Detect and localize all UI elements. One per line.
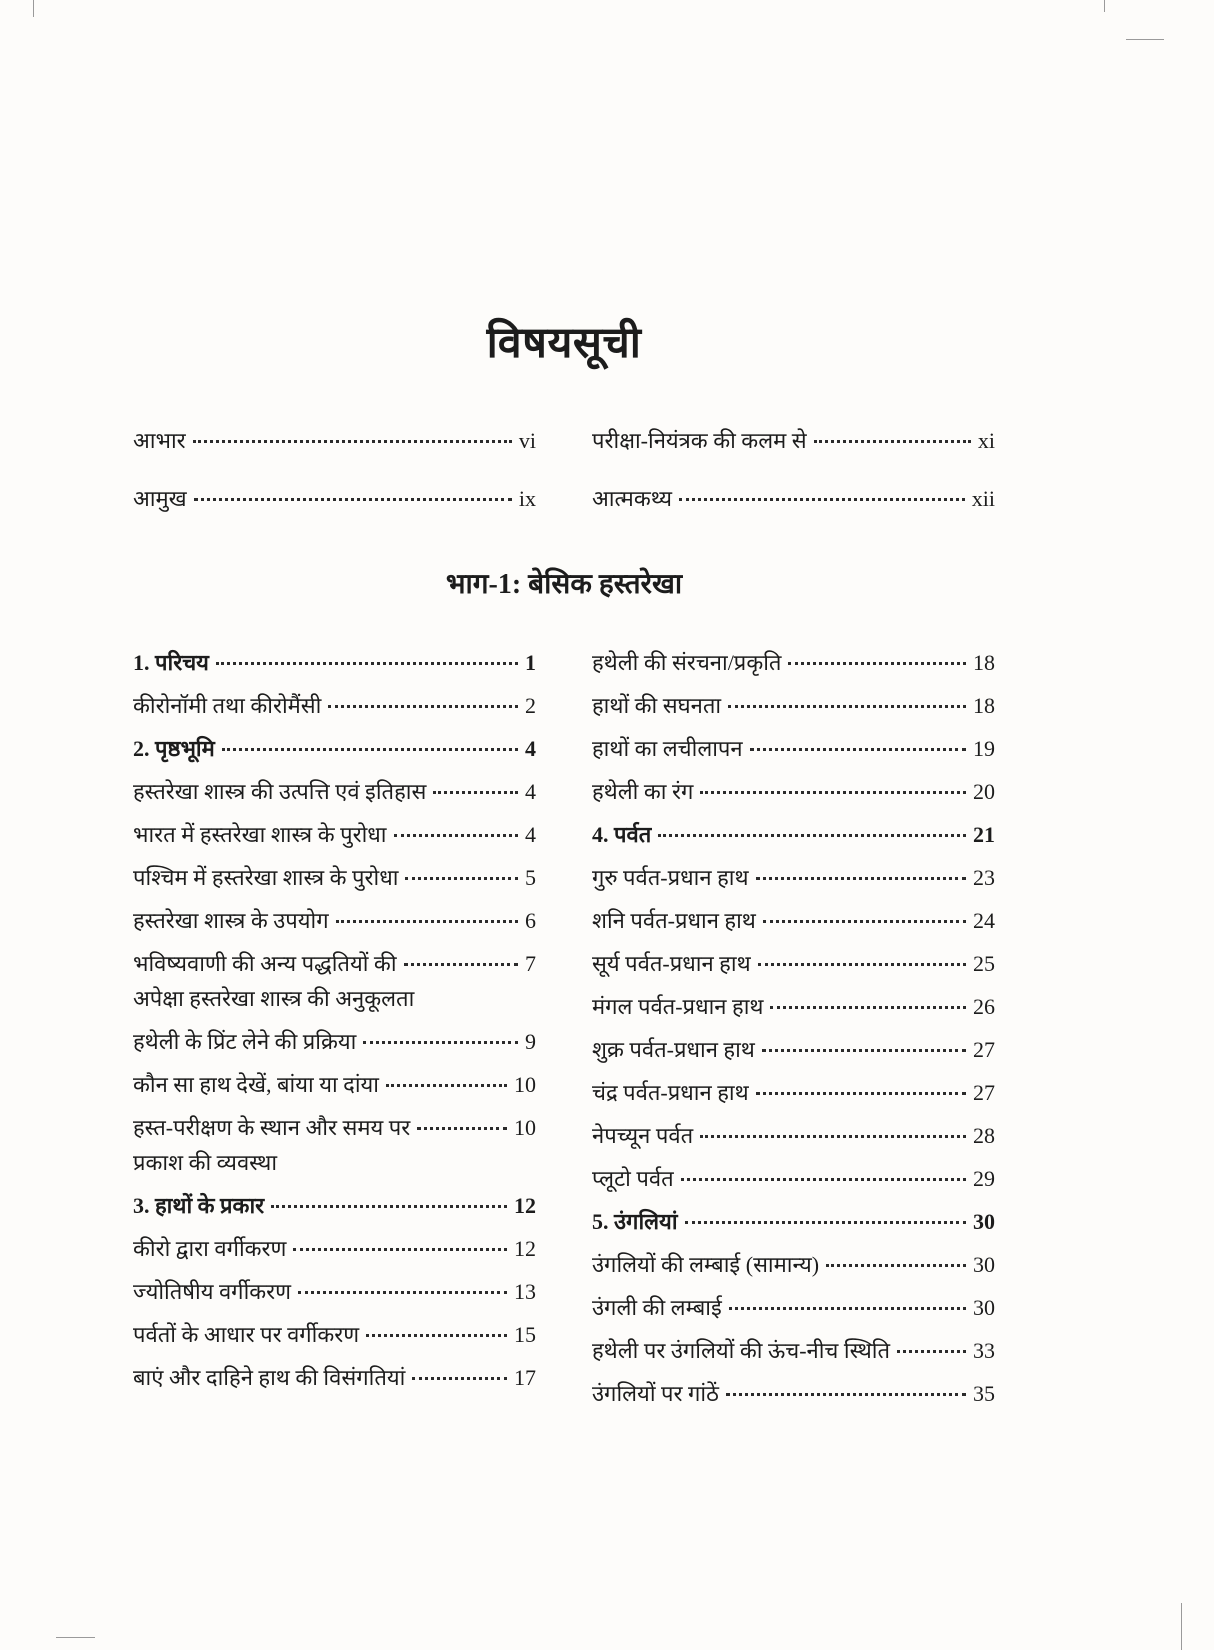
toc-row [592, 949, 995, 978]
leader-dots [729, 1307, 966, 1310]
toc-entry [592, 1078, 995, 1107]
toc-entry-label: हस्त-परीक्षण के स्थान और समय पर [133, 1114, 411, 1140]
leader-dots [756, 1092, 966, 1095]
toc-row [133, 648, 536, 677]
toc-row [133, 1234, 536, 1263]
toc-row [133, 820, 536, 849]
leader-dots [726, 1393, 966, 1396]
toc-entry [133, 1027, 536, 1056]
toc-entry-page: 12 [514, 1192, 536, 1218]
toc-entry [592, 906, 995, 935]
toc-entry-label: मंगल पर्वत-प्रधान हाथ [592, 993, 764, 1019]
toc-row [133, 1191, 536, 1220]
toc-entry-page: 2 [525, 692, 536, 718]
leader-dots [433, 791, 518, 794]
crop-mark [1181, 1603, 1182, 1650]
toc-entry-label: हथेली की संरचना/प्रकृति [592, 649, 782, 675]
toc-entry [133, 1277, 536, 1306]
leader-dots [770, 1006, 966, 1009]
toc-row [133, 1070, 536, 1099]
toc-row [592, 1121, 995, 1150]
leader-dots [363, 1041, 518, 1044]
toc-entry-page: 30 [973, 1294, 995, 1320]
toc-entry-page: 12 [514, 1235, 536, 1261]
toc-row [133, 1320, 536, 1349]
toc-entry-page: 4 [525, 778, 536, 804]
leader-dots [298, 1291, 507, 1294]
toc-row [592, 1207, 995, 1236]
toc-entry-page: 13 [514, 1278, 536, 1304]
toc-entry-label: 4. पर्वत [592, 821, 652, 847]
toc-left-column [133, 648, 536, 1422]
leader-dots [366, 1334, 507, 1337]
toc-entry-page: xii [971, 485, 995, 511]
leader-dots [750, 748, 966, 751]
page-title: विषयसूची [486, 320, 642, 367]
toc-entry-label: सूर्य पर्वत-प्रधान हाथ [592, 950, 751, 976]
toc-entry-page: 30 [973, 1208, 995, 1234]
toc-entry-continuation: अपेक्षा हस्तरेखा शास्त्र की अनुकूलता [133, 985, 415, 1011]
toc-entry-page: 26 [973, 993, 995, 1019]
toc-entry-label: आत्मकथ्य [592, 485, 672, 511]
toc-entry-page: 29 [973, 1165, 995, 1191]
leader-dots [762, 1049, 966, 1052]
leader-dots [758, 963, 966, 966]
toc-entry [133, 691, 536, 720]
toc-row [133, 1363, 536, 1392]
leader-dots [658, 834, 966, 837]
toc-entry-page: vi [518, 427, 536, 453]
leader-dots [700, 791, 966, 794]
toc-entry-label: 3. हाथों के प्रकार [133, 1192, 265, 1218]
toc-entry-label: बाएं और दाहिने हाथ की विसंगतियां [133, 1364, 406, 1390]
toc-entry-label: 5. उंगलियां [592, 1208, 678, 1234]
toc-entry [592, 426, 995, 455]
toc-row [592, 1293, 995, 1322]
toc-entry [133, 906, 536, 935]
toc-entry-label: भारत में हस्तरेखा शास्त्र के पुरोधा [133, 821, 387, 847]
toc-entry-page: 21 [973, 821, 995, 847]
toc-entry [133, 820, 536, 849]
leader-dots [193, 440, 512, 443]
leader-dots [681, 1178, 966, 1181]
toc-entry-label: उंगलियों पर गांठें [592, 1380, 719, 1406]
toc-row [592, 1078, 995, 1107]
toc-entry [592, 1121, 995, 1150]
leader-dots [216, 662, 518, 665]
toc-entry-label: 2. पृष्ठभूमि [133, 735, 215, 761]
toc-entry [133, 863, 536, 892]
toc-row [133, 777, 536, 806]
toc-entry [133, 734, 536, 763]
toc-row [133, 1027, 536, 1056]
toc-entry [133, 1070, 536, 1099]
toc-entry-label: आमुख [133, 485, 187, 511]
toc-columns [133, 648, 995, 1422]
toc-entry [133, 1113, 536, 1177]
toc-entry-page: 24 [973, 907, 995, 933]
crop-mark [33, 0, 34, 17]
toc-entry-page: 9 [525, 1028, 536, 1054]
toc-row [133, 906, 536, 935]
toc-entry-continuation: प्रकाश की व्यवस्था [133, 1149, 278, 1175]
toc-entry [592, 734, 995, 763]
toc-row [133, 1113, 536, 1142]
toc-entry [592, 1379, 995, 1408]
toc-entry-page: 28 [973, 1122, 995, 1148]
toc-row [592, 1379, 995, 1408]
toc-row [133, 734, 536, 763]
toc-page [133, 318, 995, 1422]
toc-entry-label: शनि पर्वत-प्रधान हाथ [592, 907, 756, 933]
toc-entry-page: 15 [514, 1321, 536, 1347]
toc-entry [592, 1035, 995, 1064]
toc-row [592, 863, 995, 892]
toc-row [133, 484, 536, 513]
toc-entry-page: 1 [525, 649, 536, 675]
toc-entry [592, 648, 995, 677]
toc-entry-page: 33 [973, 1337, 995, 1363]
toc-entry [592, 992, 995, 1021]
toc-entry-page: 30 [973, 1251, 995, 1277]
leader-dots [679, 498, 965, 501]
toc-row [592, 648, 995, 677]
toc-entry-label: कीरोनॉमी तथा कीरोमैंसी [133, 692, 322, 718]
toc-entry-page: 7 [525, 950, 536, 976]
toc-row [592, 820, 995, 849]
toc-entry-label: पश्चिम में हस्तरेखा शास्त्र के पुरोधा [133, 864, 399, 890]
toc-entry-label: आभार [133, 427, 186, 453]
front-matter-left-column [133, 426, 536, 542]
toc-entry [133, 426, 536, 455]
toc-entry-page: 18 [973, 692, 995, 718]
toc-entry-label: हथेली पर उंगलियों की ऊंच-नीच स्थिति [592, 1337, 891, 1363]
toc-entry-label: हाथों की सघनता [592, 692, 722, 718]
leader-dots [386, 1084, 507, 1087]
toc-row [133, 863, 536, 892]
toc-entry-page: xi [977, 427, 995, 453]
toc-entry-page: 6 [525, 907, 536, 933]
leader-dots [336, 920, 518, 923]
toc-entry-label: हस्तरेखा शास्त्र की उत्पत्ति एवं इतिहास [133, 778, 427, 804]
toc-row [592, 734, 995, 763]
toc-entry [133, 484, 536, 513]
toc-row [592, 426, 995, 455]
toc-entry-label: 1. परिचय [133, 649, 209, 675]
toc-entry-page: 4 [525, 735, 536, 761]
toc-entry-page: 23 [973, 864, 995, 890]
crop-mark [1126, 39, 1164, 40]
toc-entry-label: प्लूटो पर्वत [592, 1165, 674, 1191]
toc-entry-page: 10 [514, 1071, 536, 1097]
leader-dots [763, 920, 966, 923]
toc-row [592, 1035, 995, 1064]
crop-mark [56, 1637, 95, 1638]
toc-entry [592, 1336, 995, 1365]
toc-entry-label: भविष्यवाणी की अन्य पद्धतियों की [133, 950, 397, 976]
toc-entry [133, 1363, 536, 1392]
toc-entry [592, 777, 995, 806]
toc-entry-label: हस्तरेखा शास्त्र के उपयोग [133, 907, 329, 933]
leader-dots [788, 662, 966, 665]
toc-entry-label: कौन सा हाथ देखें, बांया या दांया [133, 1071, 380, 1097]
toc-entry-page: 27 [973, 1079, 995, 1105]
leader-dots [756, 877, 966, 880]
toc-entry-label: शुक्र पर्वत-प्रधान हाथ [592, 1036, 755, 1062]
toc-entry [592, 863, 995, 892]
toc-entry-label: हथेली के प्रिंट लेने की प्रक्रिया [133, 1028, 357, 1054]
part-heading: भाग-1: बेसिक हस्तरेखा [445, 568, 683, 600]
toc-entry [592, 691, 995, 720]
toc-entry [592, 1164, 995, 1193]
toc-entry-label: उंगलियों की लम्बाई (सामान्य) [592, 1251, 820, 1277]
toc-entry-page: 20 [973, 778, 995, 804]
leader-dots [897, 1350, 966, 1353]
toc-row [133, 691, 536, 720]
leader-dots [194, 498, 512, 501]
leader-dots [328, 705, 518, 708]
toc-entry [592, 1250, 995, 1279]
toc-row [592, 484, 995, 513]
toc-row [133, 1277, 536, 1306]
toc-entry [133, 949, 536, 1013]
toc-row [133, 426, 536, 455]
toc-entry-page: 27 [973, 1036, 995, 1062]
toc-right-column [592, 648, 995, 1422]
leader-dots [417, 1127, 507, 1130]
toc-row [592, 777, 995, 806]
toc-entry-label: हाथों का लचीलापन [592, 735, 743, 761]
toc-entry-page: 18 [973, 649, 995, 675]
toc-entry [133, 1234, 536, 1263]
leader-dots [405, 877, 518, 880]
leader-dots [404, 963, 518, 966]
toc-entry-page: 19 [973, 735, 995, 761]
toc-entry-page: 5 [525, 864, 536, 890]
toc-entry [133, 1320, 536, 1349]
toc-entry-page: 17 [514, 1364, 536, 1390]
toc-entry [592, 484, 995, 513]
leader-dots [728, 705, 966, 708]
toc-row [133, 949, 536, 978]
toc-entry [592, 1293, 995, 1322]
toc-row [592, 691, 995, 720]
leader-dots [412, 1377, 507, 1380]
leader-dots [293, 1248, 507, 1251]
front-matter-right-column [592, 426, 995, 542]
toc-entry-label: हथेली का रंग [592, 778, 694, 804]
leader-dots [826, 1264, 966, 1267]
toc-entry-page: 25 [973, 950, 995, 976]
toc-entry-label: चंद्र पर्वत-प्रधान हाथ [592, 1079, 749, 1105]
front-matter [133, 426, 995, 542]
toc-entry-page: 35 [973, 1380, 995, 1406]
toc-entry [133, 777, 536, 806]
leader-dots [685, 1221, 966, 1224]
toc-row [592, 1164, 995, 1193]
toc-entry-page: 10 [514, 1114, 536, 1140]
leader-dots [700, 1135, 966, 1138]
toc-entry-label: परीक्षा-नियंत्रक की कलम से [592, 427, 807, 453]
toc-entry-label: उंगली की लम्बाई [592, 1294, 722, 1320]
toc-entry [133, 648, 536, 677]
toc-entry-page: ix [518, 485, 536, 511]
crop-mark [1104, 0, 1105, 12]
toc-entry [592, 820, 995, 849]
leader-dots [814, 440, 971, 443]
toc-row [592, 1336, 995, 1365]
toc-entry [592, 1207, 995, 1236]
leader-dots [271, 1205, 507, 1208]
toc-entry [592, 949, 995, 978]
toc-entry-page: 4 [525, 821, 536, 847]
toc-entry-label: कीरो द्वारा वर्गीकरण [133, 1235, 287, 1261]
toc-entry-label: पर्वतों के आधार पर वर्गीकरण [133, 1321, 360, 1347]
toc-entry [133, 1191, 536, 1220]
toc-entry-label: नेपच्यून पर्वत [592, 1122, 694, 1148]
toc-entry-label: गुरु पर्वत-प्रधान हाथ [592, 864, 749, 890]
leader-dots [394, 834, 518, 837]
toc-row [592, 906, 995, 935]
toc-row [592, 1250, 995, 1279]
toc-row [592, 992, 995, 1021]
toc-entry-label: ज्योतिषीय वर्गीकरण [133, 1278, 292, 1304]
leader-dots [222, 748, 518, 751]
